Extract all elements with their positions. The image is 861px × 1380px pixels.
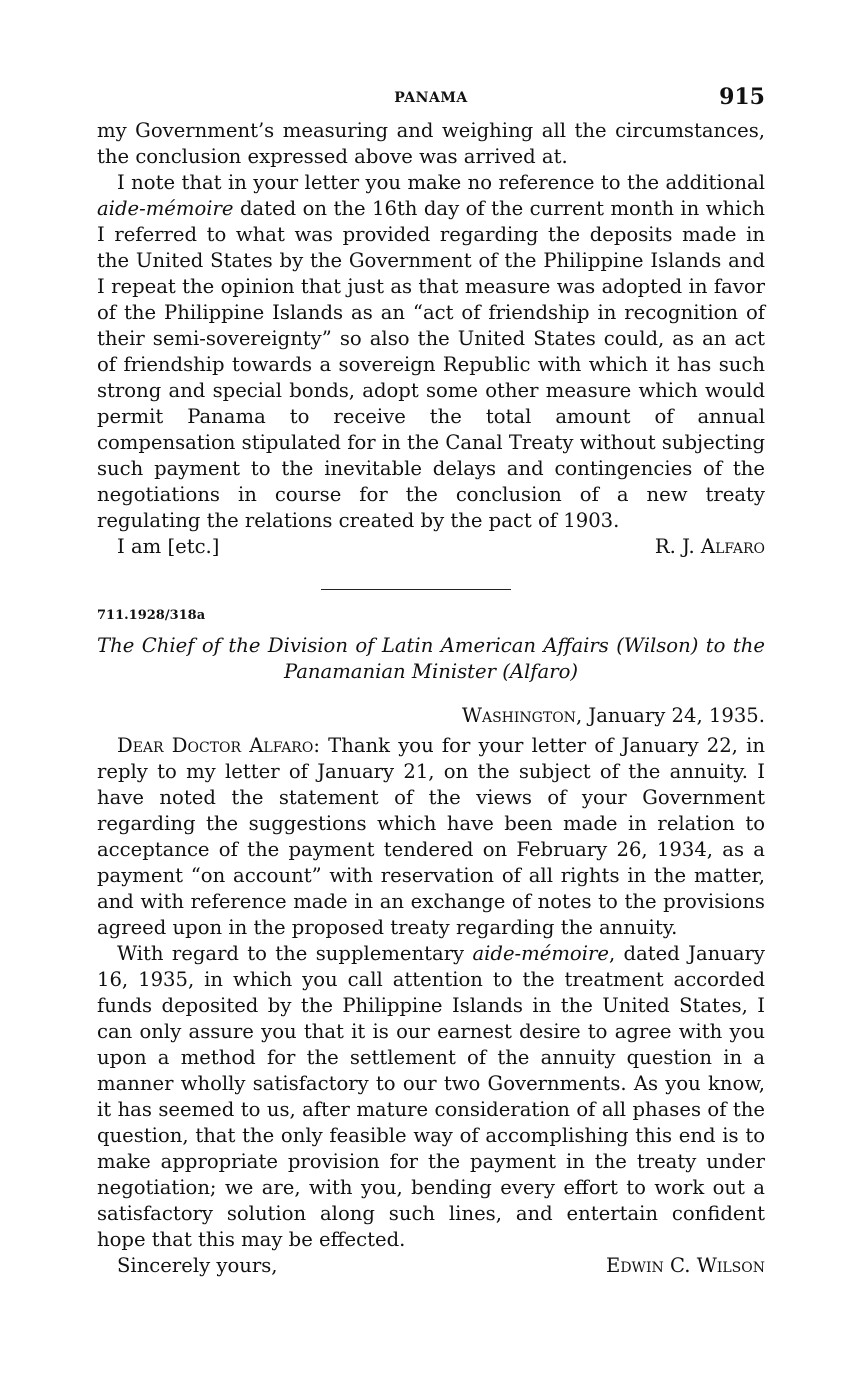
paragraph-text: dated on the 16th day of the current month in which I referred to what was provided regarding the deposits made in the United States by the Government of the Philippine Islands and I repeat the opinion that just as that measure was adopted in favor of the Philippine Islands as an “act of friendship in recognition of their semi-sovereignty” so also the United States could, as an act of friendship towards a sovereign Republic with which it has such strong and special bonds, adopt some other measure which would permit Panama to receive the total amount of annual compensation stipulated for in the Canal Treaty without subjecting such payment to the inevitable delays and contingencies of the negotiations in course for the conclusion of a new treaty regulating the relations created by the pact of 1903.	[97, 197, 765, 532]
first-letter	[97, 118, 765, 560]
closing-line	[97, 534, 765, 560]
italic-term: aide-mémoire	[472, 942, 609, 965]
second-letter	[97, 733, 765, 1279]
signature: R. J. Alfaro	[654, 535, 765, 558]
running-title: PANAMA	[394, 90, 468, 106]
closing: Sincerely yours,	[117, 1254, 278, 1277]
heading-line: Panamanian Minister (Alfaro)	[283, 660, 579, 683]
dateline-place: Washington	[461, 704, 576, 727]
continued-paragraph: my Government’s measuring and weighing all the circumstances, the conclusion expressed above was arrived at.	[97, 119, 765, 168]
file-number: 711.1928/318a	[97, 608, 206, 623]
salutation: Dear Doctor Alfaro	[117, 734, 314, 757]
italic-term: aide-mémoire	[97, 197, 234, 220]
dateline-date: , January 24, 1935.	[575, 704, 765, 727]
document-page	[97, 84, 765, 1279]
heading-line: The Chief of the Division of Latin American Affairs (Wilson) to the	[97, 634, 765, 657]
paragraph	[97, 733, 765, 941]
dateline	[97, 703, 765, 729]
paragraph-text: : Thank you for your letter of January 22, in reply to my letter of January 21, on the subject of the annuity. I have noted the statement of the views of your Government regarding the suggestions which have been made in relation to acceptance of the payment tendered on February 26, 1934, as a payment “on account” with reservation of all rights in the matter, and with reference made in an exchange of notes to the provisions agreed upon in the proposed treaty regarding the annuity.	[97, 734, 766, 939]
closing: I am [etc.]	[117, 535, 220, 558]
paragraph-text: With regard to the supplementary	[117, 942, 473, 965]
section-divider	[321, 589, 511, 590]
closing-line	[97, 1253, 765, 1279]
document-heading	[97, 633, 765, 685]
signature: Edwin C. Wilson	[606, 1254, 765, 1277]
paragraph	[97, 170, 765, 534]
paragraph	[97, 941, 765, 1253]
paragraph-text: I note that in your letter you make no reference to the additional	[117, 171, 765, 194]
paragraph-text: , dated January 16, 1935, in which you call attention to the treatment accorded funds deposited by the Philippine Islands in the United States, I can only assure you that it is our earnest desire to agree with you upon a method for the settlement of the annuity question in a manner wholly satisfactory to our two Governments. As you know, it has seemed to us, after mature consideration of all phases of the question, that the only feasible way of accomplishing this end is to make appropriate provision for the payment in the treaty under negotiation; we are, with you, bending every effort to work out a satisfactory solution along such lines, and entertain confident hope that this may be effected.	[97, 942, 765, 1251]
page-number: 915	[719, 84, 765, 110]
running-head	[97, 84, 765, 118]
